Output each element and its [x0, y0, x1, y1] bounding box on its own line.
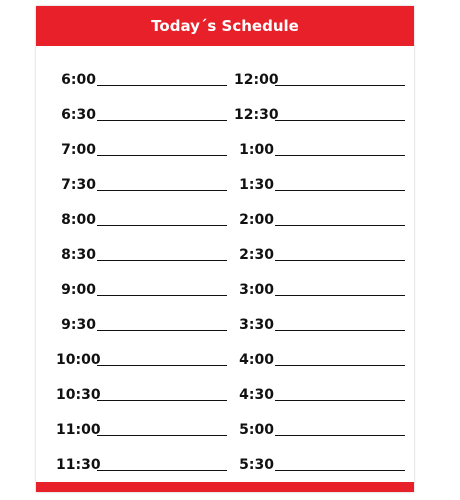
schedule-row [56, 416, 227, 438]
time-label: 10:30 [56, 387, 101, 403]
schedule-title: Today´s Schedule [151, 17, 299, 35]
time-label: 9:30 [61, 317, 96, 333]
entry-line[interactable] [275, 330, 405, 331]
schedule-row [234, 276, 405, 298]
entry-line[interactable] [275, 435, 405, 436]
entry-line[interactable] [97, 225, 227, 226]
entry-line[interactable] [97, 470, 227, 471]
entry-line[interactable] [275, 85, 405, 86]
time-label: 1:00 [239, 142, 274, 158]
time-label: 7:00 [61, 142, 96, 158]
schedule-row [56, 451, 227, 473]
schedule-row [234, 136, 405, 158]
entry-line[interactable] [97, 120, 227, 121]
entry-line[interactable] [275, 120, 405, 121]
schedule-row [56, 206, 227, 228]
time-label: 12:30 [234, 107, 279, 123]
schedule-row [56, 346, 227, 368]
entry-line[interactable] [275, 470, 405, 471]
schedule-row [234, 346, 405, 368]
schedule-row [56, 276, 227, 298]
entry-line[interactable] [97, 400, 227, 401]
schedule-row [56, 101, 227, 123]
time-label: 12:00 [234, 72, 279, 88]
entry-line[interactable] [275, 260, 405, 261]
entry-line[interactable] [97, 190, 227, 191]
entry-line[interactable] [275, 400, 405, 401]
schedule-sheet [36, 6, 414, 492]
footer-accent-bar [36, 482, 414, 492]
time-label: 2:00 [239, 212, 274, 228]
time-label: 8:30 [61, 247, 96, 263]
schedule-row [234, 311, 405, 333]
time-label: 8:00 [61, 212, 96, 228]
entry-line[interactable] [275, 225, 405, 226]
entry-line[interactable] [97, 295, 227, 296]
time-label: 5:30 [239, 457, 274, 473]
schedule-row [234, 241, 405, 263]
time-label: 4:00 [239, 352, 274, 368]
schedule-row [234, 416, 405, 438]
time-label: 2:30 [239, 247, 274, 263]
entry-line[interactable] [275, 190, 405, 191]
schedule-row [234, 66, 405, 88]
schedule-row [234, 451, 405, 473]
entry-line[interactable] [275, 295, 405, 296]
entry-line[interactable] [97, 365, 227, 366]
schedule-row [56, 136, 227, 158]
time-label: 6:00 [61, 72, 96, 88]
time-label: 9:00 [61, 282, 96, 298]
entry-line[interactable] [275, 155, 405, 156]
entry-line[interactable] [275, 365, 405, 366]
time-label: 1:30 [239, 177, 274, 193]
time-label: 11:00 [56, 422, 101, 438]
entry-line[interactable] [97, 260, 227, 261]
time-label: 4:30 [239, 387, 274, 403]
entry-line[interactable] [97, 435, 227, 436]
time-label: 10:00 [56, 352, 101, 368]
schedule-row [56, 381, 227, 403]
time-label: 3:30 [239, 317, 274, 333]
time-label: 5:00 [239, 422, 274, 438]
entry-line[interactable] [97, 330, 227, 331]
schedule-row [234, 101, 405, 123]
schedule-row [56, 311, 227, 333]
entry-line[interactable] [97, 85, 227, 86]
schedule-row [56, 241, 227, 263]
schedule-row [56, 171, 227, 193]
time-label: 11:30 [56, 457, 101, 473]
time-label: 7:30 [61, 177, 96, 193]
time-label: 6:30 [61, 107, 96, 123]
schedule-row [234, 171, 405, 193]
schedule-row [234, 206, 405, 228]
time-label: 3:00 [239, 282, 274, 298]
schedule-row [234, 381, 405, 403]
entry-line[interactable] [97, 155, 227, 156]
schedule-row [56, 66, 227, 88]
schedule-header [36, 6, 414, 46]
